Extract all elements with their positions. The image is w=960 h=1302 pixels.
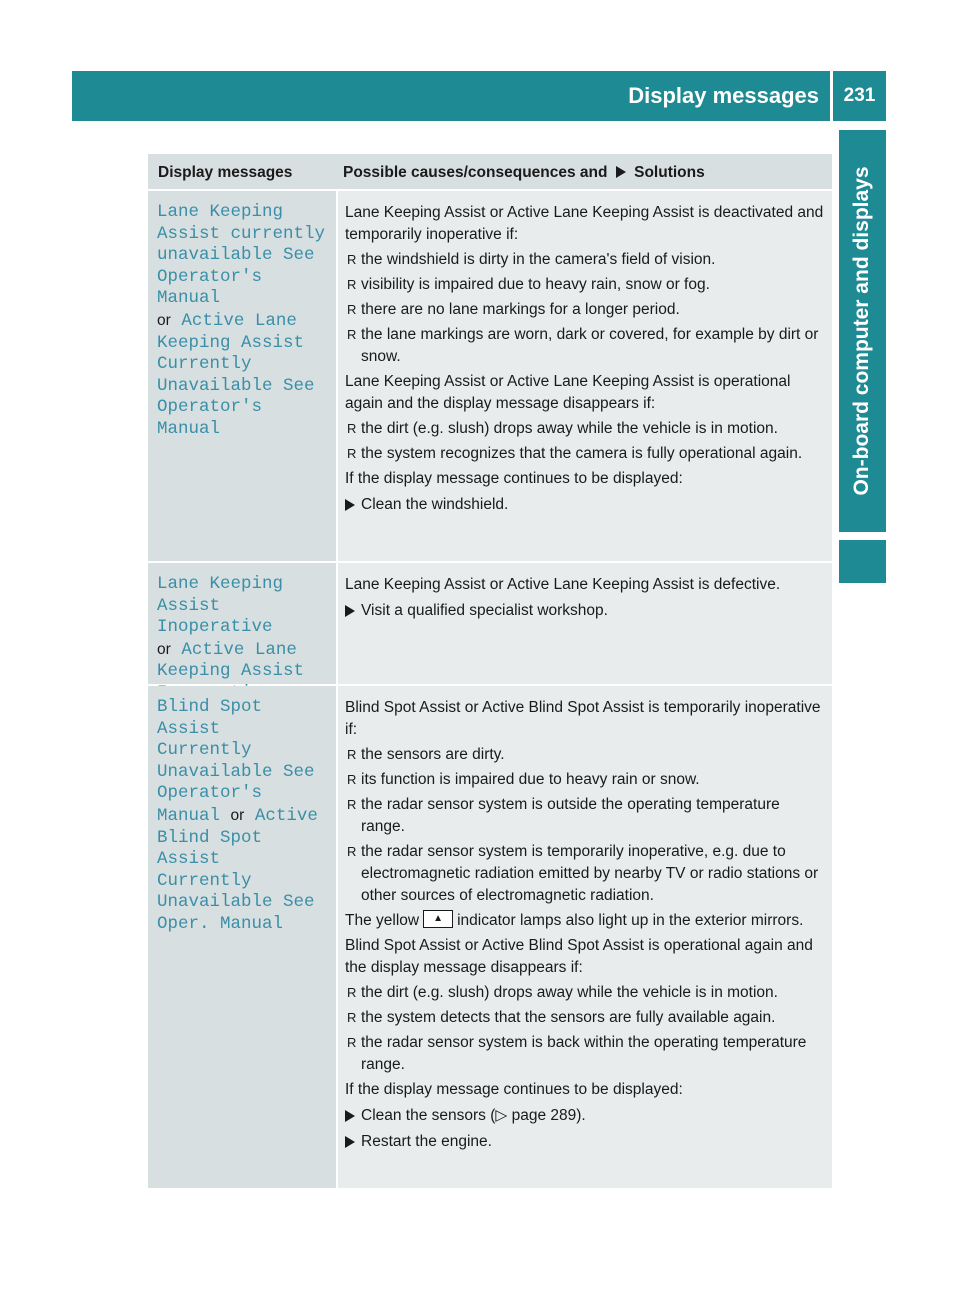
col-header-causes bbox=[336, 154, 832, 189]
message-line: Keeping Assist bbox=[157, 332, 305, 353]
table-header bbox=[148, 154, 832, 189]
message-line: Blind Spot Assist bbox=[157, 697, 263, 739]
bullet-item: R the dirt (e.g. slush) drops away while the vehicle is in motion. bbox=[345, 418, 827, 440]
message-line: Assist Inoperative bbox=[157, 595, 273, 638]
or-text: or bbox=[157, 640, 171, 658]
paragraph: Blind Spot Assist or Active Blind Spot Assist is temporarily inoperative if: bbox=[345, 699, 821, 738]
display-message-cell bbox=[148, 686, 336, 1188]
step-arrow-icon bbox=[345, 605, 355, 617]
message-line: Unavailable See bbox=[157, 761, 315, 782]
bullet-item: R the windshield is dirty in the camera's field of vision. bbox=[345, 249, 827, 271]
side-tab-marker bbox=[839, 540, 886, 583]
table-row bbox=[148, 684, 832, 1188]
causes-cell bbox=[336, 686, 832, 1188]
paragraph: Lane Keeping Assist or Active Lane Keeping Assist is defective. bbox=[345, 576, 781, 593]
table-row bbox=[148, 561, 832, 684]
step-text: Clean the windshield. bbox=[361, 496, 509, 513]
display-messages-table bbox=[148, 154, 832, 1188]
display-message-cell bbox=[148, 563, 336, 684]
or-text: or bbox=[230, 806, 245, 824]
paragraph bbox=[345, 910, 827, 932]
paragraph: If the display message continues to be displayed: bbox=[345, 1081, 683, 1098]
warning-lamp-icon: ▲ bbox=[423, 910, 453, 928]
bullet-item: R its function is impaired due to heavy rain or snow. bbox=[345, 769, 827, 791]
message-line: Currently bbox=[157, 354, 252, 375]
page-number: 231 bbox=[843, 85, 876, 106]
bullet-item: R visibility is impaired due to heavy rain, snow or fog. bbox=[345, 274, 827, 296]
message-line: Operator's bbox=[157, 783, 263, 804]
solution-step bbox=[345, 1131, 827, 1153]
message-line: Active Lane bbox=[181, 310, 297, 331]
section-side-label: On-board computer and displays bbox=[850, 166, 873, 496]
paragraph: Lane Keeping Assist or Active Lane Keeping Assist is deactivated and temporarily inoperative if: bbox=[345, 204, 824, 243]
bullet-item: R the system recognizes that the camera is fully operational again. bbox=[345, 443, 827, 465]
bullet-item: R the radar sensor system is temporarily inoperative, e.g. due to electromagnetic radiation emitted by nearby TV or radio stations or other sources of electromagnetic radiation. bbox=[345, 841, 827, 907]
bullet-item: R the radar sensor system is outside the operating temperature range. bbox=[345, 794, 827, 838]
message-line: Currently bbox=[157, 740, 252, 761]
step-text: Visit a qualified specialist workshop. bbox=[361, 602, 608, 619]
paragraph: If the display message continues to be displayed: bbox=[345, 470, 683, 487]
table-row bbox=[148, 189, 832, 561]
display-message-cell bbox=[148, 191, 336, 561]
step-text: Clean the sensors (▷ page 289). bbox=[361, 1107, 586, 1124]
page-title: Display messages bbox=[628, 83, 819, 108]
message-line: Currently bbox=[157, 870, 252, 891]
message-line: Operator's Manual bbox=[157, 266, 263, 309]
message-line: Oper. Manual bbox=[157, 913, 284, 934]
col-header-solutions-text: Solutions bbox=[634, 164, 705, 181]
message-line: Lane Keeping bbox=[157, 574, 284, 594]
arrow-right-icon bbox=[616, 166, 626, 178]
message-line: Operator's Manual bbox=[157, 397, 263, 439]
bullet-item: R the radar sensor system is back within the operating temperature range. bbox=[345, 1032, 827, 1076]
paragraph: Blind Spot Assist or Active Blind Spot Assist is operational again and the display message disappears if: bbox=[345, 937, 813, 976]
or-text: or bbox=[157, 311, 171, 329]
col-header-messages: Display messages bbox=[158, 164, 293, 181]
message-line: unavailable See bbox=[157, 245, 315, 266]
col-header-causes-text: Possible causes/consequences and bbox=[343, 164, 608, 181]
message-line: Blind Spot Assist bbox=[157, 827, 263, 870]
step-arrow-icon bbox=[345, 499, 355, 511]
step-arrow-icon bbox=[345, 1136, 355, 1148]
message-line: Active Lane bbox=[181, 639, 297, 660]
bullet-item: R the system detects that the sensors are fully available again. bbox=[345, 1007, 827, 1029]
step-arrow-icon bbox=[345, 1110, 355, 1122]
paragraph: Lane Keeping Assist or Active Lane Keeping Assist is operational again and the display message disappears if: bbox=[345, 373, 791, 412]
causes-cell bbox=[336, 191, 832, 561]
message-line: Unavailable See bbox=[157, 375, 315, 396]
step-text: Restart the engine. bbox=[361, 1133, 492, 1150]
bullet-item: R the sensors are dirty. bbox=[345, 744, 827, 766]
causes-cell bbox=[336, 563, 832, 684]
solution-step bbox=[345, 494, 827, 516]
message-line: Keeping Assist bbox=[157, 661, 305, 682]
message-line: Assist currently bbox=[157, 223, 326, 244]
bullet-item: R the lane markings are worn, dark or covered, for example by dirt or snow. bbox=[345, 324, 827, 368]
message-line: Unavailable See bbox=[157, 892, 315, 913]
solution-step bbox=[345, 600, 827, 622]
bullet-item: R the dirt (e.g. slush) drops away while the vehicle is in motion. bbox=[345, 982, 827, 1004]
solution-step bbox=[345, 1105, 827, 1127]
message-line: Active bbox=[254, 805, 318, 826]
message-line: Lane Keeping bbox=[157, 202, 284, 222]
bullet-item: R there are no lane markings for a longer period. bbox=[345, 299, 827, 321]
paragraph-text: The yellow bbox=[345, 912, 420, 929]
paragraph-text: indicator lamps also light up in the exterior mirrors. bbox=[457, 912, 804, 929]
message-line: Manual bbox=[157, 805, 221, 826]
